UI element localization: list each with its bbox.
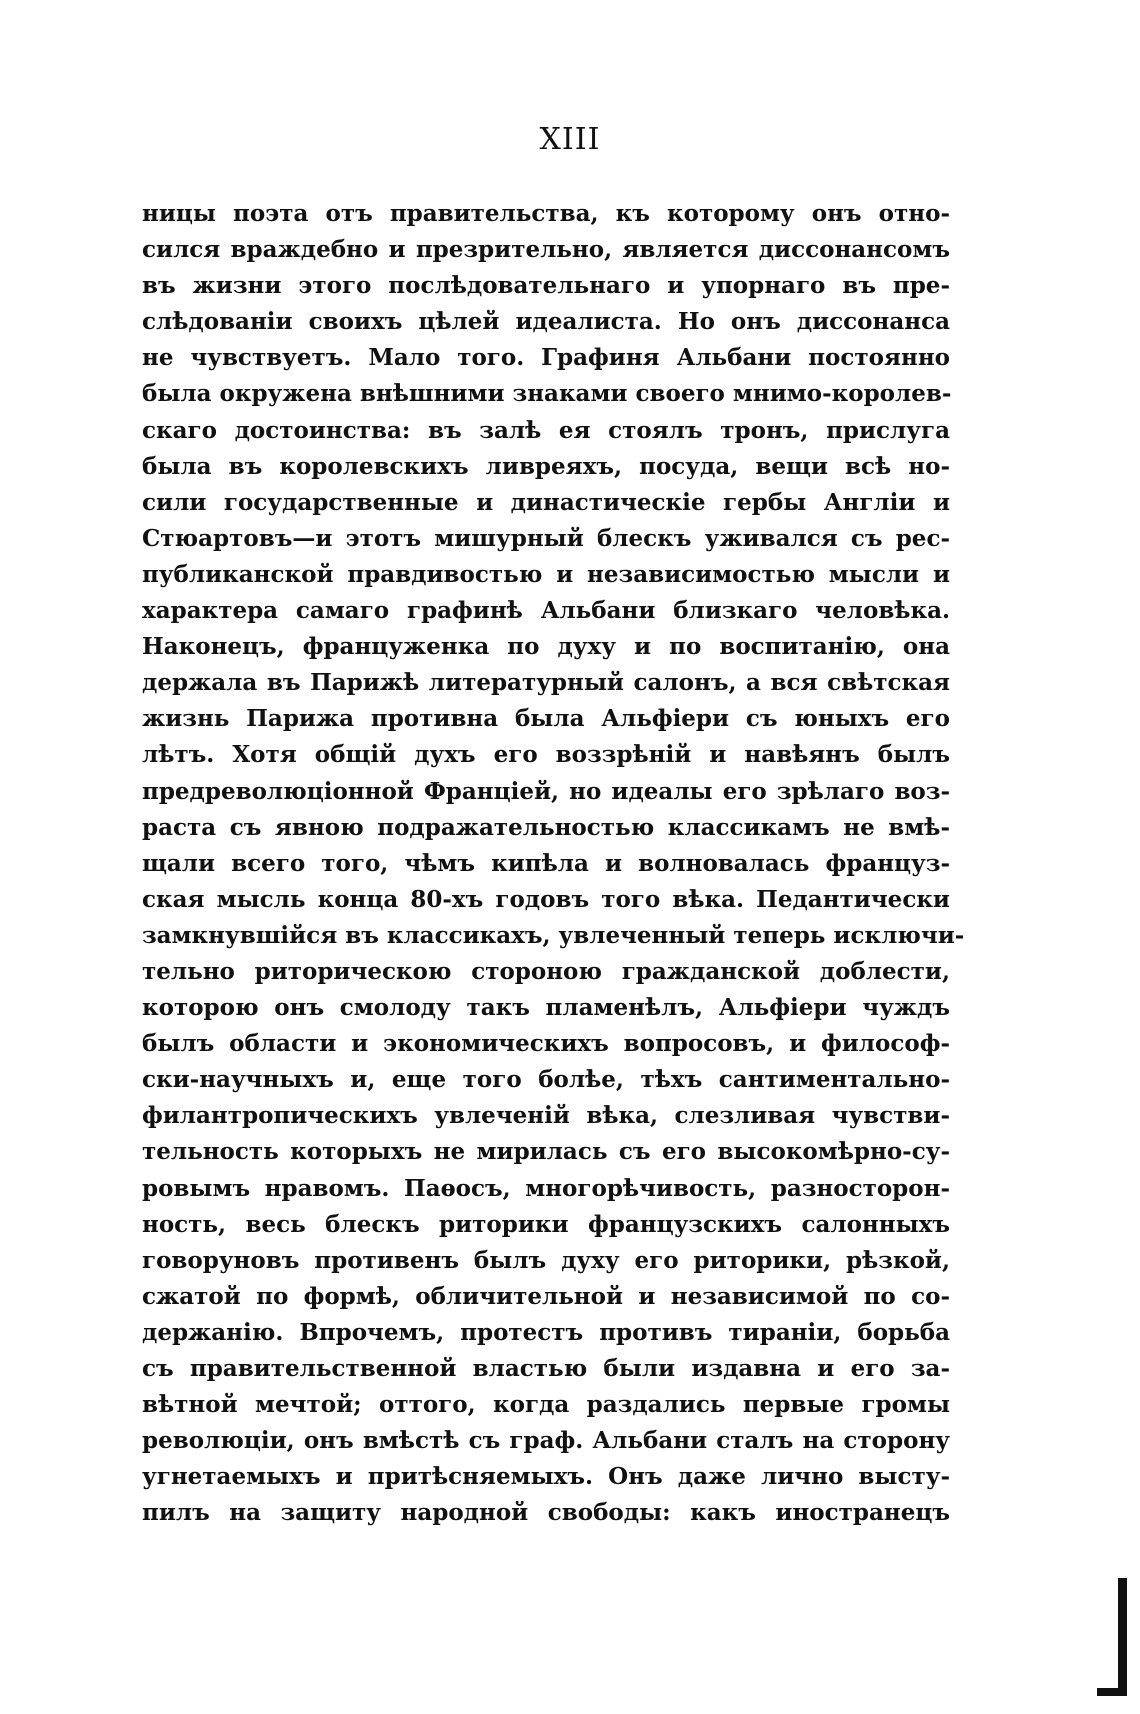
text-line: былъ области и экономическихъ вопросовъ, и философ- bbox=[142, 1030, 950, 1058]
text-line: скаго достоинства: въ залѣ ея стоялъ тронъ, прислуга bbox=[142, 416, 950, 444]
text-line: ницы поэта отъ правительства, къ которому онъ отно- bbox=[142, 200, 950, 227]
text-line: не чувствуетъ. Мало того. Графиня Альбани постоянно bbox=[142, 344, 950, 372]
text-line: ская мысль конца 80-хъ годовъ того вѣка. Педантически bbox=[142, 885, 950, 913]
text-line: въ жизни этого послѣдовательнаго и упорнаго въ пре- bbox=[142, 272, 950, 300]
text-line: держала въ Парижѣ литературный салонъ, а вся свѣтская bbox=[142, 669, 950, 697]
text-line: была окружена внѣшними знаками своего мнимо-королев- bbox=[142, 380, 952, 408]
text-line: тельно риторическою стороною гражданской доблести, bbox=[142, 957, 950, 985]
text-line: ровымъ нравомъ. Паѳосъ, многорѣчивость, разносторон- bbox=[142, 1174, 950, 1202]
text-line: щали всего того, чѣмъ кипѣла и волновалась француз- bbox=[142, 849, 950, 877]
text-line: революціи, онъ вмѣстѣ съ граф. Альбани сталъ на сторону bbox=[142, 1427, 950, 1455]
text-line: пилъ на защиту народной свободы: какъ иностранецъ bbox=[142, 1499, 950, 1527]
text-line: держанію. Впрочемъ, протестъ противъ тираніи, борьба bbox=[142, 1318, 950, 1346]
text-line: сился враждебно и презрительно, является диссонансомъ bbox=[142, 236, 950, 264]
page-number: XIII bbox=[539, 122, 601, 157]
body-text bbox=[142, 196, 965, 1531]
scan-edge-mark bbox=[1097, 1688, 1127, 1696]
text-line: Стюартовъ—и этотъ мишурный блескъ уживался съ рес- bbox=[142, 524, 950, 552]
text-line: характера самаго графинѣ Альбани близкаго человѣка. bbox=[142, 597, 950, 625]
text-line: замкнувшійся въ классикахъ, увлеченный теперь исключи- bbox=[142, 921, 965, 949]
text-line: ность, весь блескъ риторики французскихъ салонныхъ bbox=[142, 1210, 950, 1238]
text-line: съ правительственной властью были издавна и его за- bbox=[142, 1355, 950, 1382]
text-line: жизнь Парижа противна была Альфіери съ юныхъ его bbox=[142, 705, 950, 733]
text-line: угнетаемыхъ и притѣсняемыхъ. Онъ даже лично высту- bbox=[142, 1463, 950, 1491]
text-line: предреволюціонной Франціей, но идеалы его зрѣлаго воз- bbox=[142, 777, 950, 805]
text-line: сили государственные и династическіе гербы Англіи и bbox=[142, 488, 950, 516]
scan-edge-mark bbox=[1118, 1578, 1127, 1696]
text-line: ски-научныхъ и, еще того болѣе, тѣхъ сантиментально- bbox=[142, 1066, 950, 1094]
text-line: публиканской правдивостью и независимостью мысли и bbox=[142, 560, 950, 588]
text-line: раста съ явною подражательностью классикамъ не вмѣ- bbox=[142, 813, 950, 841]
text-line: лѣтъ. Хотя общій духъ его воззрѣній и навѣянъ былъ bbox=[142, 741, 950, 769]
text-line: говоруновъ противенъ былъ духу его риторики, рѣзкой, bbox=[142, 1246, 950, 1274]
text-line: вѣтной мечтой; оттого, когда раздались первые громы bbox=[142, 1391, 950, 1419]
text-line: которою онъ смолоду такъ пламенѣлъ, Альфіери чуждъ bbox=[142, 994, 950, 1022]
text-line: была въ королевскихъ ливреяхъ, посуда, вещи всѣ но- bbox=[142, 452, 950, 480]
text-line: Наконецъ, француженка по духу и по воспитанію, она bbox=[142, 633, 950, 661]
text-line: слѣдованіи своихъ цѣлей идеалиста. Но онъ диссонанса bbox=[142, 308, 950, 336]
text-line: сжатой по формѣ, обличительной и независимой по со- bbox=[142, 1282, 950, 1310]
text-line: тельность которыхъ не мирилась съ его высокомѣрно-су- bbox=[142, 1138, 950, 1166]
text-line: филантропическихъ увлеченій вѣка, слезливая чувстви- bbox=[142, 1102, 950, 1130]
